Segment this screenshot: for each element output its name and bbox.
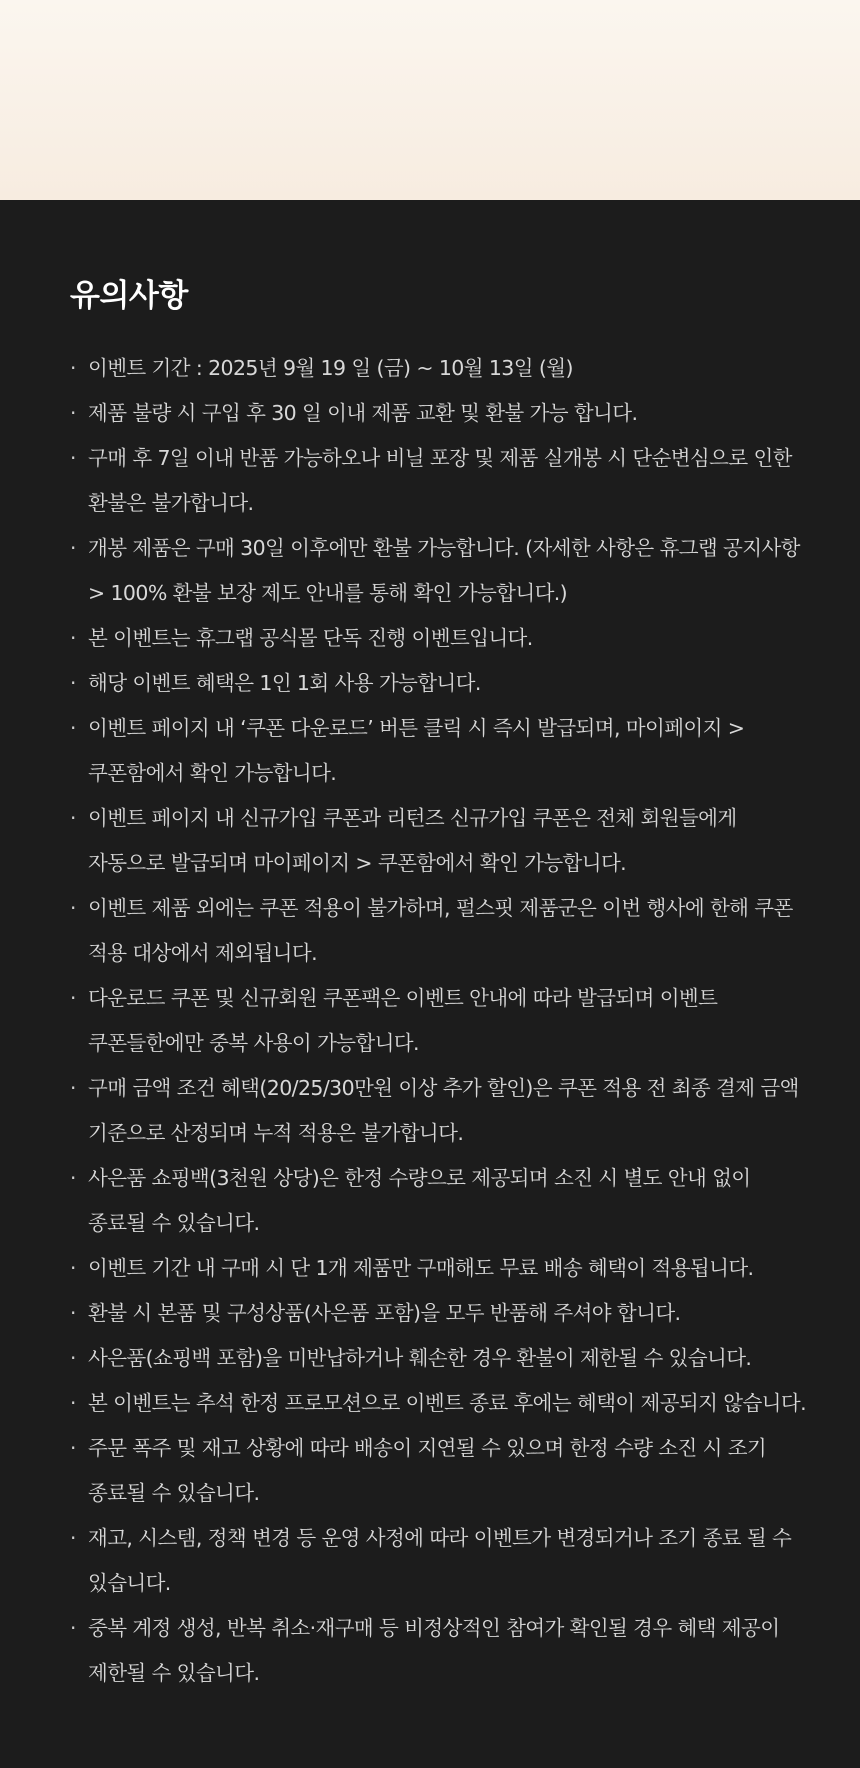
notice-item-defect-refund <box>70 391 810 436</box>
notice-item-text: 주문 폭주 및 재고 상황에 따라 배송이 지연될 수 있으며 한정 수량 소진 시 조기 종료될 수 있습니다. <box>88 1436 767 1505</box>
notice-item-period <box>70 346 810 391</box>
notice-item-abuse <box>70 1606 810 1696</box>
top-banner <box>0 0 860 200</box>
bullet-icon: · <box>70 716 76 740</box>
notice-item-text: 구매 후 7일 이내 반품 가능하오나 비닐 포장 및 제품 실개봉 시 단순변심으로 인한 환불은 불가합니다. <box>88 446 792 515</box>
bullet-icon: · <box>70 1436 76 1460</box>
notice-item-text: 사은품 쇼핑백(3천원 상당)은 한정 수량으로 제공되며 소진 시 별도 안내 없이 종료될 수 있습니다. <box>88 1166 751 1235</box>
bullet-icon: · <box>70 1526 76 1550</box>
bullet-icon: · <box>70 986 76 1010</box>
bullet-icon: · <box>70 446 76 470</box>
bullet-icon: · <box>70 1166 76 1190</box>
bullet-icon: · <box>70 896 76 920</box>
notice-item-text: 사은품(쇼핑백 포함)을 미반납하거나 훼손한 경우 환불이 제한될 수 있습니다. <box>88 1346 752 1370</box>
notice-item-gift-bag <box>70 1156 810 1246</box>
notice-item-text: 본 이벤트는 추석 한정 프로모션으로 이벤트 종료 후에는 혜택이 제공되지 않습니다. <box>88 1391 806 1415</box>
notice-item-coupon-exclusion <box>70 886 810 976</box>
notice-item-text: 구매 금액 조건 혜택(20/25/30만원 이상 추가 할인)은 쿠폰 적용 전 최종 결제 금액 기준으로 산정되며 누적 적용은 불가합니다. <box>88 1076 799 1145</box>
notice-item-return-policy <box>70 436 810 526</box>
bullet-icon: · <box>70 671 76 695</box>
bullet-icon: · <box>70 626 76 650</box>
notice-item-text: 개봉 제품은 구매 30일 이후에만 환불 가능합니다. (자세한 사항은 휴그랩 공지사항 > 100% 환불 보장 제도 안내를 통해 확인 가능합니다.) <box>88 536 800 605</box>
bullet-icon: · <box>70 1301 76 1325</box>
bullet-icon: · <box>70 1391 76 1415</box>
notice-item-text: 이벤트 페이지 내 신규가입 쿠폰과 리턴즈 신규가입 쿠폰은 전체 회원들에게 자동으로 발급되며 마이페이지 > 쿠폰함에서 확인 가능합니다. <box>88 806 737 875</box>
notice-section <box>0 200 860 1768</box>
notice-item-text: 환불 시 본품 및 구성상품(사은품 포함)을 모두 반품해 주셔야 합니다. <box>88 1301 681 1325</box>
notice-item-shipping-delay <box>70 1426 810 1516</box>
notice-item-text: 제품 불량 시 구입 후 30 일 이내 제품 교환 및 환불 가능 합니다. <box>88 401 638 425</box>
notice-item-gift-damage <box>70 1336 810 1381</box>
notice-item-text: 다운로드 쿠폰 및 신규회원 쿠폰팩은 이벤트 안내에 따라 발급되며 이벤트 쿠폰들한에만 중복 사용이 가능합니다. <box>88 986 718 1055</box>
notice-title: 유의사항 <box>70 278 188 314</box>
notice-item-refund-return-all <box>70 1291 810 1336</box>
notice-item-promotion-limited <box>70 1381 810 1426</box>
bullet-icon: · <box>70 1616 76 1640</box>
notice-item-exclusive <box>70 616 810 661</box>
notice-item-text: 중복 계정 생성, 반복 취소·재구매 등 비정상적인 참여가 확인될 경우 혜택 제공이 제한될 수 있습니다. <box>88 1616 780 1685</box>
notice-item-amount-benefit <box>70 1066 810 1156</box>
notice-item-signup-coupon <box>70 796 810 886</box>
notice-item-text: 이벤트 제품 외에는 쿠폰 적용이 불가하며, 펄스핏 제품군은 이번 행사에 한해 쿠폰 적용 대상에서 제외됩니다. <box>88 896 793 965</box>
notice-item-once-per-person <box>70 661 810 706</box>
notice-item-text: 해당 이벤트 혜택은 1인 1회 사용 가능합니다. <box>88 671 481 695</box>
notice-item-text: 본 이벤트는 휴그랩 공식몰 단독 진행 이벤트입니다. <box>88 626 533 650</box>
bullet-icon: · <box>70 536 76 560</box>
notice-item-text: 이벤트 기간 : 2025년 9월 19 일 (금) ~ 10월 13일 (월) <box>88 356 573 380</box>
notice-item-coupon-stacking <box>70 976 810 1066</box>
bullet-icon: · <box>70 1076 76 1100</box>
bullet-icon: · <box>70 1256 76 1280</box>
notice-list <box>70 346 810 1696</box>
notice-item-free-shipping <box>70 1246 810 1291</box>
notice-item-coupon-download <box>70 706 810 796</box>
notice-item-opened-refund <box>70 526 810 616</box>
bullet-icon: · <box>70 401 76 425</box>
notice-item-event-change <box>70 1516 810 1606</box>
bullet-icon: · <box>70 1346 76 1370</box>
notice-item-text: 이벤트 페이지 내 ‘쿠폰 다운로드’ 버튼 클릭 시 즉시 발급되며, 마이페이지 > 쿠폰함에서 확인 가능합니다. <box>88 716 745 785</box>
bullet-icon: · <box>70 356 76 380</box>
notice-item-text: 이벤트 기간 내 구매 시 단 1개 제품만 구매해도 무료 배송 혜택이 적용됩니다. <box>88 1256 754 1280</box>
bullet-icon: · <box>70 806 76 830</box>
notice-item-text: 재고, 시스템, 정책 변경 등 운영 사정에 따라 이벤트가 변경되거나 조기 종료 될 수 있습니다. <box>88 1526 792 1595</box>
